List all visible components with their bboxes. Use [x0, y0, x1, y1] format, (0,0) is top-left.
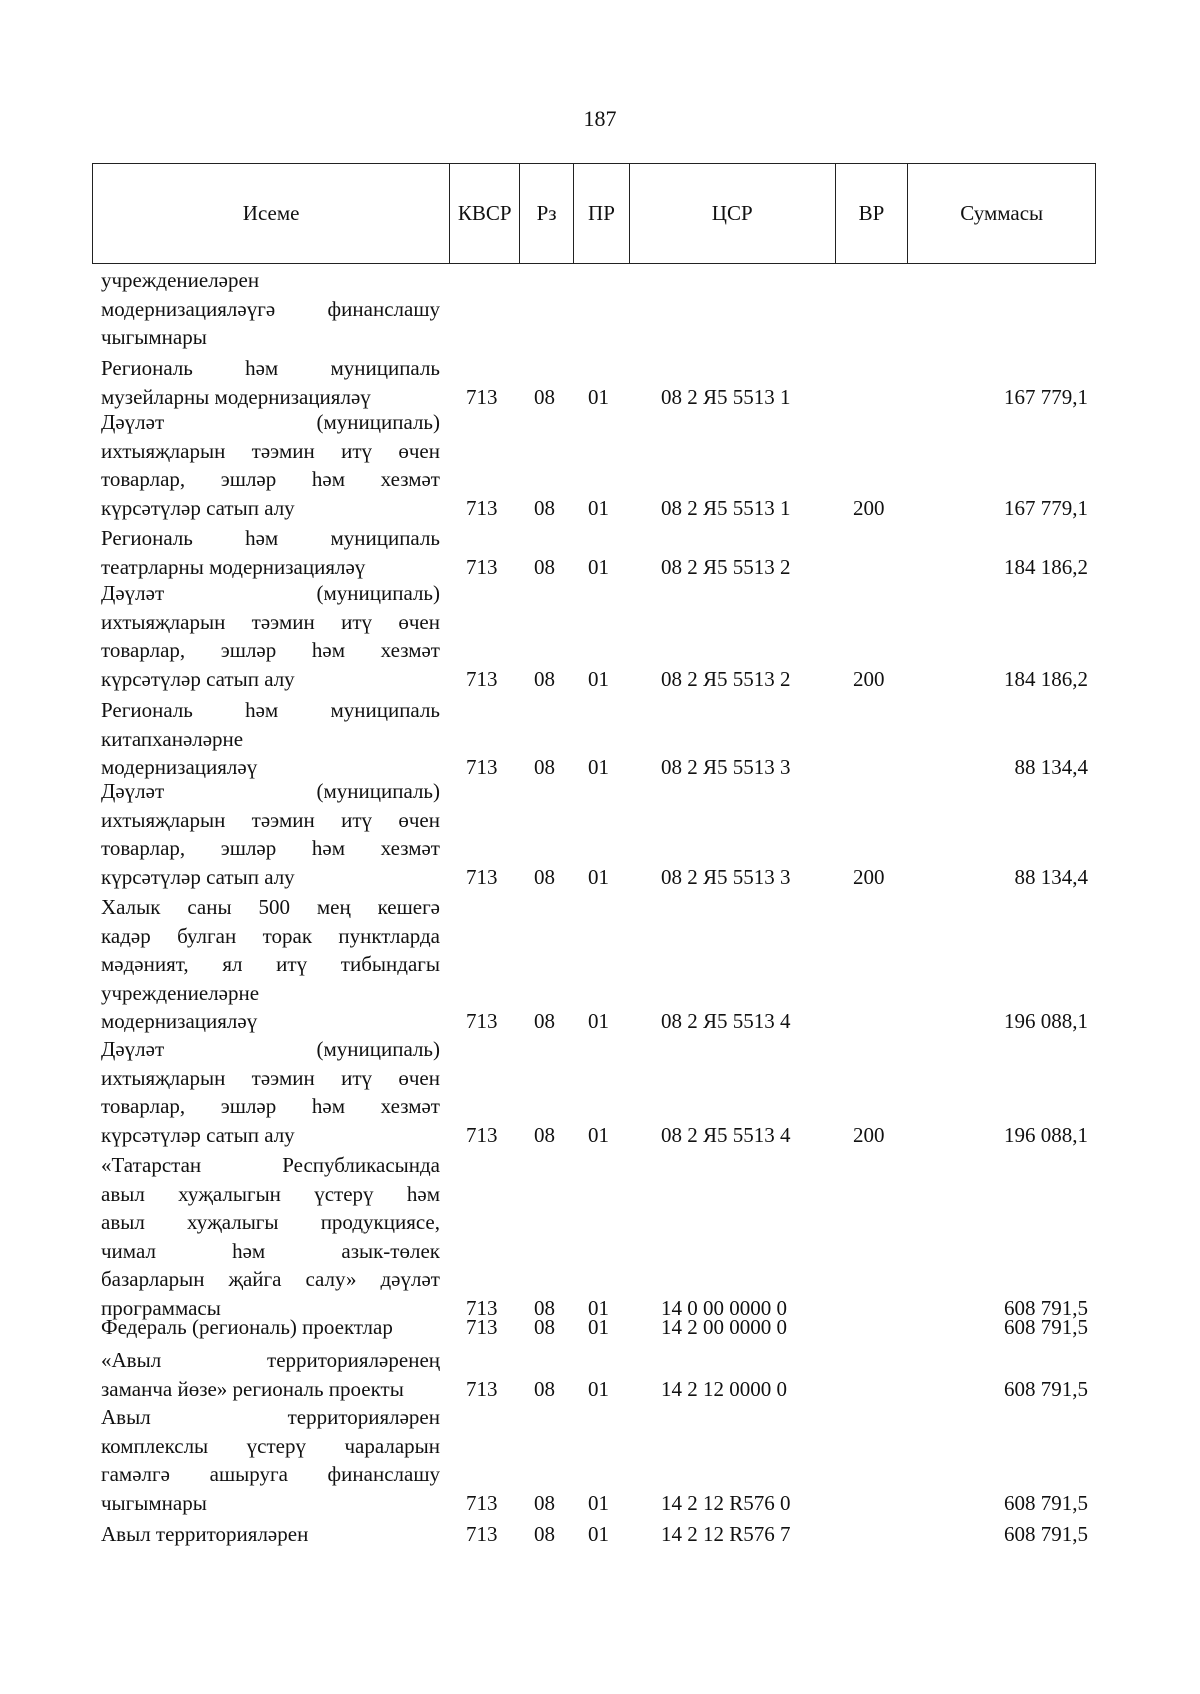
row-csr: 08 2 Я5 5513 1: [661, 384, 791, 409]
row-sum: 88 134,4: [1014, 755, 1088, 779]
row-rz: 08: [534, 864, 555, 889]
row-sum: 608 791,5: [1004, 1376, 1088, 1401]
row-name-line: Халык саны 500 мең кешегә: [101, 895, 440, 919]
row-vr: 200: [853, 495, 885, 520]
row-sum: 608 791,5: [1004, 1490, 1088, 1515]
row-kvsr: 713: [466, 1490, 498, 1515]
row-name-line: Региональ һәм муниципаль: [101, 526, 440, 550]
row-csr: 14 2 12 R576 7: [661, 1522, 791, 1546]
row-name: [101, 354, 440, 411]
row-pr: 01: [588, 1122, 609, 1147]
row-name-line: күрсәтүләр сатып алу: [101, 1122, 295, 1147]
row-name: [101, 266, 440, 352]
row-pr: 01: [588, 755, 609, 779]
row-rz: 08: [534, 1522, 555, 1546]
row-sum: 608 791,5: [1004, 1522, 1088, 1546]
row-csr: 08 2 Я5 5513 2: [661, 554, 791, 579]
row-name-line: мәдәният, ял итү тибындагы: [101, 952, 440, 976]
row-csr: 08 2 Я5 5513 3: [661, 755, 791, 779]
row-pr: 01: [588, 864, 609, 889]
row-kvsr: 713: [466, 384, 498, 409]
row-sum: 608 791,5: [1004, 1295, 1088, 1320]
row-name-line: модернизацияләү: [101, 1009, 258, 1033]
row-name-line: учреждениеләрне: [101, 980, 260, 1005]
row-rz: 08: [534, 1315, 555, 1339]
row-name-line: товарлар, эшләр һәм хезмәт: [101, 638, 440, 662]
row-pr: 01: [588, 495, 609, 520]
row-csr: 08 2 Я5 5513 4: [661, 1122, 791, 1147]
row-name: [101, 1346, 440, 1403]
row-name-line: авыл хуҗалыгы продукциясе,: [101, 1210, 440, 1234]
row-name-line: чимал һәм азык-төлек: [101, 1238, 440, 1263]
row-name: [101, 524, 440, 581]
row-sum: 184 186,2: [1004, 554, 1088, 579]
row-sum: 196 088,1: [1004, 1122, 1088, 1147]
row-name-line: музейларны модернизацияләү: [101, 384, 371, 409]
row-pr: 01: [588, 384, 609, 409]
row-rz: 08: [534, 1122, 555, 1147]
row-rz: 08: [534, 1490, 555, 1515]
row-pr: 01: [588, 1522, 609, 1546]
row-kvsr: 713: [466, 1522, 498, 1546]
row-pr: 01: [588, 554, 609, 579]
row-vr: 200: [853, 666, 885, 691]
header-name: Исеме: [93, 164, 450, 263]
row-name: [101, 1520, 440, 1549]
row-name-line: Дәүләт (муниципаль): [101, 1037, 440, 1061]
row-pr: 01: [588, 666, 609, 691]
row-name-line: ихтыяҗларын тәэмин итү өчен: [101, 1065, 440, 1090]
row-name-line: күрсәтүләр сатып алу: [101, 666, 295, 691]
row-csr: 14 2 12 R576 0: [661, 1490, 791, 1515]
header-csr: ЦСР: [630, 164, 836, 263]
row-name-line: «Татарстан Республикасында: [101, 1153, 440, 1177]
row-csr: 14 0 00 0000 0: [661, 1295, 787, 1320]
row-name-line: «Авыл территорияләренең: [101, 1348, 440, 1372]
row-kvsr: 713: [466, 1376, 498, 1401]
header-vr: ВР: [836, 164, 909, 263]
row-name-line: Авыл территорияләрен: [101, 1522, 309, 1546]
row-name: [101, 1313, 440, 1342]
row-sum: 608 791,5: [1004, 1315, 1088, 1339]
row-name-line: заманча йөзе» региональ проекты: [101, 1376, 404, 1401]
row-name-line: Федераль (региональ) проектлар: [101, 1315, 393, 1339]
row-rz: 08: [534, 666, 555, 691]
row-pr: 01: [588, 1009, 609, 1033]
row-sum: 88 134,4: [1014, 864, 1088, 889]
row-sum: 196 088,1: [1004, 1009, 1088, 1033]
row-kvsr: 713: [466, 666, 498, 691]
row-name-line: күрсәтүләр сатып алу: [101, 495, 295, 520]
row-name-line: авыл хуҗалыгын үстерү һәм: [101, 1181, 440, 1206]
row-name-line: Дәүләт (муниципаль): [101, 779, 440, 803]
row-name: [101, 1403, 440, 1517]
row-name: [101, 696, 440, 782]
row-name: [101, 893, 440, 1036]
row-name-line: товарлар, эшләр һәм хезмәт: [101, 467, 440, 491]
row-kvsr: 713: [466, 554, 498, 579]
row-name-line: Дәүләт (муниципаль): [101, 410, 440, 434]
row-name: [101, 408, 440, 522]
row-sum: 167 779,1: [1004, 495, 1088, 520]
row-kvsr: 713: [466, 1122, 498, 1147]
row-csr: 14 2 00 0000 0: [661, 1315, 787, 1339]
header-kvsr: КВСР: [450, 164, 520, 263]
row-name-line: ихтыяҗларын тәэмин итү өчен: [101, 438, 440, 463]
row-csr: 14 2 12 0000 0: [661, 1376, 787, 1401]
row-pr: 01: [588, 1376, 609, 1401]
row-name-line: чыгымнары: [101, 1490, 207, 1515]
row-name-line: Региональ һәм муниципаль: [101, 698, 440, 722]
row-name: [101, 579, 440, 693]
row-name-line: гамәлгә ашыруга финанслашу: [101, 1462, 440, 1486]
row-name-line: Авыл территорияләрен: [101, 1405, 440, 1429]
row-kvsr: 713: [466, 1009, 498, 1033]
header-sum: Суммасы: [960, 201, 1044, 225]
row-name-line: чыгымнары: [101, 325, 207, 349]
row-name-line: кадәр булган торак пунктларда: [101, 923, 440, 948]
row-rz: 08: [534, 1376, 555, 1401]
row-sum: 167 779,1: [1004, 384, 1088, 409]
row-name-line: базарларын җайга салу» дәүләт: [101, 1267, 440, 1291]
row-name-line: ихтыяҗларын тәэмин итү өчен: [101, 609, 440, 634]
row-kvsr: 713: [466, 1295, 498, 1320]
row-csr: 08 2 Я5 5513 2: [661, 666, 791, 691]
row-name-line: ихтыяҗларын тәэмин итү өчен: [101, 807, 440, 832]
header-rz: Рз: [520, 164, 574, 263]
row-name-line: программасы: [101, 1295, 221, 1320]
row-kvsr: 713: [466, 755, 498, 779]
row-name-line: модернизацияләү: [101, 755, 258, 779]
row-sum: 184 186,2: [1004, 666, 1088, 691]
row-name-line: китапханәләрне: [101, 726, 244, 751]
row-name-line: учреждениеләрен: [101, 268, 260, 292]
row-rz: 08: [534, 755, 555, 779]
header-pr: ПР: [574, 164, 630, 263]
page-number: 187: [583, 106, 617, 131]
row-csr: 08 2 Я5 5513 1: [661, 495, 791, 520]
row-rz: 08: [534, 554, 555, 579]
row-name-line: Дәүләт (муниципаль): [101, 581, 440, 605]
row-name: [101, 1151, 440, 1322]
row-pr: 01: [588, 1295, 609, 1320]
row-name-line: модернизацияләүгә финанслашу: [101, 296, 440, 321]
row-rz: 08: [534, 1295, 555, 1320]
row-rz: 08: [534, 495, 555, 520]
row-pr: 01: [588, 1490, 609, 1515]
row-csr: 08 2 Я5 5513 4: [661, 1009, 791, 1033]
row-kvsr: 713: [466, 864, 498, 889]
row-name-line: товарлар, эшләр һәм хезмәт: [101, 1094, 440, 1118]
row-vr: 200: [853, 864, 885, 889]
row-name: [101, 777, 440, 891]
row-name-line: Региональ һәм муниципаль: [101, 356, 440, 380]
row-vr: 200: [853, 1122, 885, 1147]
row-kvsr: 713: [466, 495, 498, 520]
row-name: [101, 1035, 440, 1149]
row-name-line: комплекслы үстерү чараларын: [101, 1433, 440, 1458]
row-name-line: театрларны модернизацияләү: [101, 554, 366, 579]
row-rz: 08: [534, 384, 555, 409]
row-csr: 08 2 Я5 5513 3: [661, 864, 791, 889]
row-name-line: товарлар, эшләр һәм хезмәт: [101, 836, 440, 860]
table-header: [92, 163, 1096, 264]
row-name-line: күрсәтүләр сатып алу: [101, 864, 295, 889]
row-kvsr: 713: [466, 1315, 498, 1339]
row-rz: 08: [534, 1009, 555, 1033]
row-pr: 01: [588, 1315, 609, 1339]
